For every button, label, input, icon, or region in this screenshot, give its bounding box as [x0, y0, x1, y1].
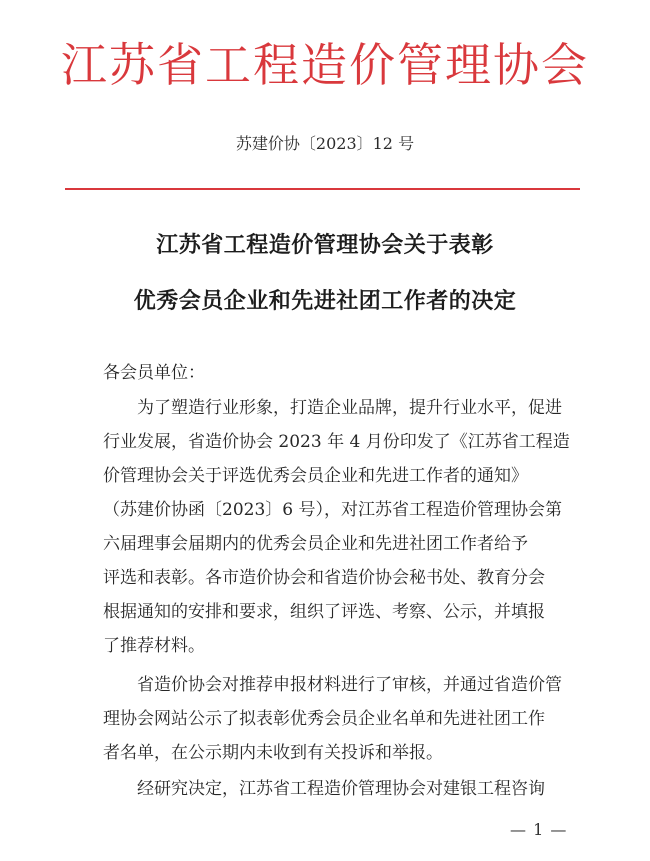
red-divider-line: [65, 188, 580, 190]
paragraph-1-line: （苏建价协函〔2023〕6 号），对江苏省工程造价管理协会第: [103, 500, 562, 520]
paragraph-2-line: 者名单，在公示期内未收到有关投诉和举报。: [103, 743, 443, 763]
paragraph-3: [103, 772, 569, 806]
organization-title: 江苏省工程造价管理协会: [61, 38, 589, 92]
salutation: 各会员单位：: [103, 363, 205, 383]
paragraph-3-line: 经研究决定，江苏省工程造价管理协会对建银工程咨询: [137, 779, 545, 799]
paragraph-2-line: 省造价协会对推荐申报材料进行了审核，并通过省造价管: [137, 675, 562, 695]
paragraph-1: [103, 391, 569, 663]
paragraph-1-line: 根据通知的安排和要求，组织了评选、考察、公示，并填报: [103, 602, 545, 622]
document-title-line-2: 优秀会员企业和先进社团工作者的决定: [133, 288, 517, 314]
paragraph-1-line: 六届理事会届期内的优秀会员企业和先进社团工作者给予: [103, 534, 528, 554]
paragraph-1-line: 行业发展，省造价协会 2023 年 4 月份印发了《江苏省工程造: [103, 432, 570, 452]
paragraph-1-line: 评选和表彰。各市造价协会和省造价协会秘书处、教育分会: [103, 568, 545, 588]
paragraph-2-line: 理协会网站公示了拟表彰优秀会员企业名单和先进社团工作: [103, 709, 545, 729]
paragraph-2: [103, 668, 569, 770]
document-title-line-1: 江苏省工程造价管理协会关于表彰: [156, 232, 494, 258]
document-number: 苏建价协〔2023〕12 号: [235, 134, 415, 153]
paragraph-1-line: 了推荐材料。: [103, 636, 205, 656]
paragraph-1-line: 价管理协会关于评选优秀会员企业和先进工作者的通知》: [103, 466, 528, 486]
paragraph-1-line: 为了塑造行业形象，打造企业品牌，提升行业水平，促进: [137, 398, 562, 418]
page-number: — 1 —: [510, 820, 568, 839]
